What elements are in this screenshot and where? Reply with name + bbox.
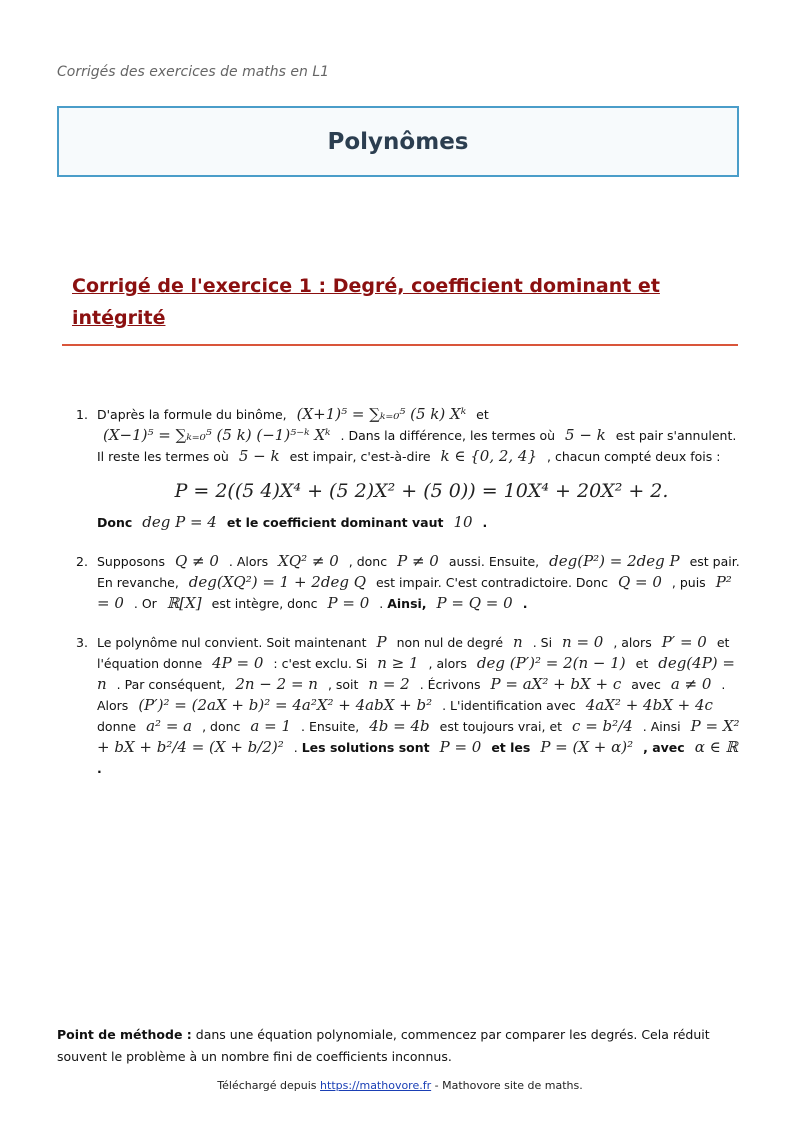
conclusion-text: .	[482, 515, 488, 530]
math: 5 − k	[565, 426, 606, 444]
text: . L'identification avec	[442, 698, 576, 713]
math: c = b²/4	[572, 717, 633, 735]
method-text: dans une équation polynomiale, commencez par comparer les degrés. Cela réduit souvent le problème à un nombre fini de coefficients inconnus.	[57, 1027, 710, 1064]
text: donne	[97, 719, 137, 734]
item-number: 3.	[76, 635, 88, 650]
text: .	[379, 596, 384, 611]
text: est toujours vrai, et	[439, 719, 563, 734]
math: XQ² ≠ 0	[278, 552, 339, 570]
section-divider	[62, 344, 738, 346]
math: ℝ[X]	[166, 594, 202, 612]
section-title: Corrigé de l'exercice 1 : Degré, coefficient dominant et intégrité	[72, 275, 660, 329]
math: α ∈ ℝ	[694, 738, 738, 756]
conclusion-text: et les	[491, 740, 531, 755]
conclusion-text: .	[97, 761, 102, 776]
text: non nul de degré	[396, 635, 504, 650]
math: P = (X + α)²	[540, 738, 634, 756]
math: n	[513, 633, 523, 651]
exercise-list	[76, 404, 746, 797]
math: P = 0	[327, 594, 370, 612]
math: deg(XQ²) = 1 + 2deg Q	[188, 573, 366, 591]
text: Le polynôme nul convient. Soit maintenant	[97, 635, 367, 650]
text: . Alors	[97, 677, 726, 713]
text: . Alors	[228, 554, 269, 569]
math: Q ≠ 0	[174, 552, 219, 570]
math: 4P = 0	[212, 654, 264, 672]
text: . Écrivons	[419, 677, 481, 692]
text: est pair. En revanche,	[97, 554, 740, 590]
text: et	[476, 407, 489, 422]
conclusion-text: Ainsi,	[387, 596, 427, 611]
math: P = aX² + bX + c	[490, 675, 622, 693]
text: . Or	[133, 596, 157, 611]
math: a² = a	[146, 717, 193, 735]
math: P′ = 0	[661, 633, 707, 651]
item-number: 2.	[76, 554, 88, 569]
text: et	[635, 656, 649, 671]
text: est intègre, donc	[211, 596, 318, 611]
math: P = X² + bX + b²/4 = (X + b/2)²	[97, 717, 740, 756]
text: .	[293, 740, 298, 755]
item-number: 1.	[76, 407, 88, 422]
list-item-3	[76, 632, 746, 779]
math: n = 2	[368, 675, 410, 693]
text: , alors	[428, 656, 467, 671]
math: 2n − 2 = n	[235, 675, 318, 693]
math: n = 0	[562, 633, 604, 651]
math-binomial-plus: (X+1)⁵ = ∑ₖ₌₀⁵ (5 k) Xᵏ	[296, 405, 467, 423]
text: . Ensuite,	[301, 719, 360, 734]
list-item-1	[76, 404, 746, 533]
text: D'après la formule du binôme,	[97, 407, 287, 422]
math: 4b = 4b	[369, 717, 430, 735]
conclusion-text: Donc	[97, 515, 133, 530]
math: n ≥ 1	[377, 654, 419, 672]
text: Supposons	[97, 554, 165, 569]
footer-prefix: Téléchargé depuis	[217, 1079, 317, 1092]
text: : c'est exclu. Si	[273, 656, 368, 671]
math: deg(4P) = n	[97, 654, 735, 693]
math: P² = 0	[97, 573, 732, 612]
text: , soit	[327, 677, 359, 692]
method-note	[57, 1024, 747, 1068]
math: P	[376, 633, 387, 651]
math: Q = 0	[617, 573, 662, 591]
conclusion-text: .	[522, 596, 528, 611]
conclusion-text: Les solutions sont	[301, 740, 430, 755]
text: et l'équation donne	[97, 635, 730, 671]
text: . Dans la différence, les termes où	[340, 428, 556, 443]
method-label: Point de méthode :	[57, 1027, 192, 1042]
text: aussi. Ensuite,	[448, 554, 540, 569]
text: est impair. C'est contradictoire. Donc	[375, 575, 608, 590]
text: . Par conséquent,	[116, 677, 226, 692]
text: , alors	[613, 635, 652, 650]
text: est pair s'annulent. Il reste les termes où	[97, 428, 737, 464]
math: a ≠ 0	[670, 675, 712, 693]
text: , donc	[202, 719, 241, 734]
text: . Ainsi	[642, 719, 681, 734]
text: , chacun compté deux fois :	[547, 449, 721, 464]
footer-suffix: - Mathovore site de maths.	[434, 1079, 583, 1092]
conclusion-text: et le coefficient dominant vaut	[226, 515, 444, 530]
math: deg P = 4	[142, 513, 217, 531]
page-title: Polynômes	[327, 128, 469, 155]
math: P ≠ 0	[397, 552, 439, 570]
title-box	[57, 106, 739, 177]
text: , donc	[348, 554, 388, 569]
footer	[0, 1079, 800, 1092]
list-item-2	[76, 551, 746, 614]
math: 10	[453, 513, 473, 531]
text: . Si	[532, 635, 553, 650]
math: P = 0	[439, 738, 482, 756]
math: deg (P′)² = 2(n − 1)	[476, 654, 626, 672]
math: P = Q = 0	[436, 594, 513, 612]
conclusion-text: , avec	[643, 740, 685, 755]
footer-link[interactable]: https://mathovore.fr	[320, 1079, 432, 1092]
math: a = 1	[250, 717, 292, 735]
math: 4aX² + 4bX + 4c	[585, 696, 713, 714]
display-formula: P = 2((5 4)X⁴ + (5 2)X² + (5 0)) = 10X⁴ + 20X² + 2.	[174, 480, 669, 502]
math: 5 − k	[238, 447, 280, 465]
math: deg(P²) = 2deg P	[549, 552, 680, 570]
text: avec	[631, 677, 661, 692]
math: (P′)² = (2aX + b)² = 4a²X² + 4abX + b²	[138, 696, 433, 714]
math: k ∈ {0, 2, 4}	[440, 447, 538, 465]
math-binomial-minus: (X−1)⁵ = ∑ₖ₌₀⁵ (5 k) (−1)⁵⁻ᵏ Xᵏ	[103, 426, 331, 444]
header-note: Corrigés des exercices de maths en L1	[57, 64, 330, 80]
text: , puis	[671, 575, 706, 590]
text: est impair, c'est-à-dire	[289, 449, 431, 464]
